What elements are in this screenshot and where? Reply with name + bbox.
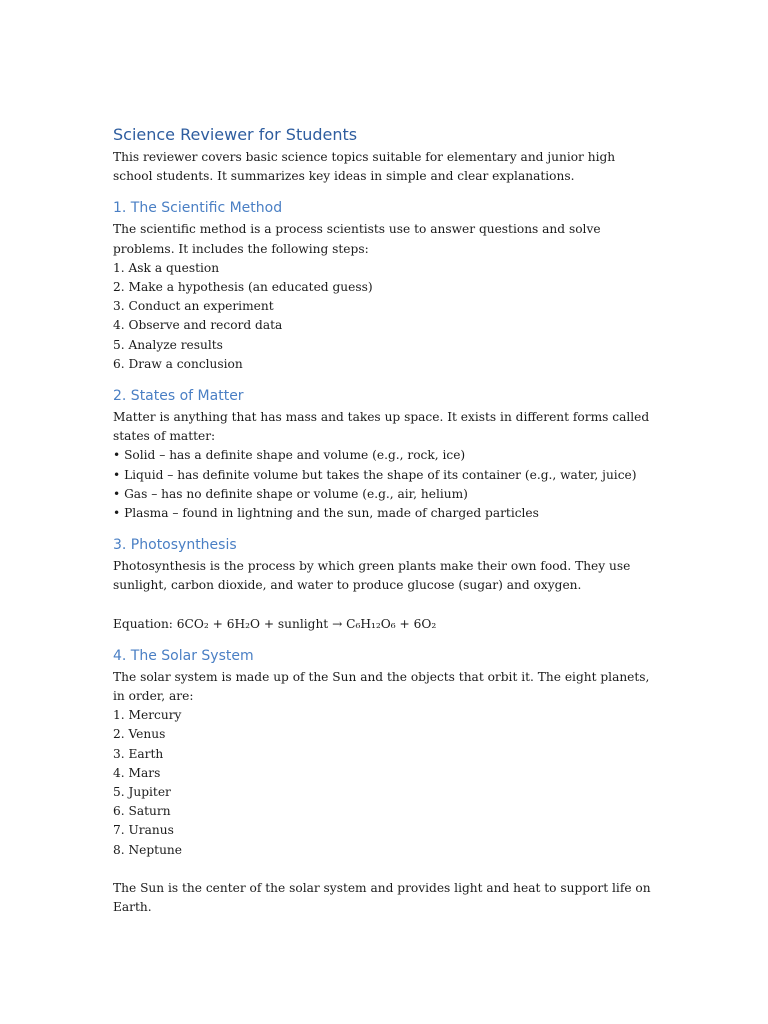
list-item: 6. Saturn xyxy=(113,804,171,819)
list-item: 7. Uranus xyxy=(113,823,174,838)
list-item: 1. Mercury xyxy=(113,708,182,723)
list-item: 3. Earth xyxy=(113,746,164,761)
section-states-of-matter xyxy=(113,386,658,523)
section-heading-solar-system: 4. The Solar System xyxy=(113,647,254,664)
list-item: • Liquid – has definite volume but takes the shape of its container (e.g., water, juice) xyxy=(113,467,637,482)
list-item: 3. Conduct an experiment xyxy=(113,299,274,314)
section-solar-system xyxy=(113,646,658,917)
section-photosynthesis xyxy=(113,535,658,634)
scientific-method-steps xyxy=(113,259,658,374)
section-heading-states-of-matter: 2. States of Matter xyxy=(113,388,244,405)
section-intro-states-of-matter: Matter is anything that has mass and takes up space. It exists in different forms called states of matter: xyxy=(113,410,650,444)
list-item: 5. Jupiter xyxy=(113,785,171,800)
planet-list xyxy=(113,706,658,860)
list-item: 8. Neptune xyxy=(113,842,182,857)
document-body xyxy=(113,124,658,929)
list-item: 6. Draw a conclusion xyxy=(113,356,243,371)
states-of-matter-list xyxy=(113,446,658,523)
list-item: • Plasma – found in lightning and the sun, made of charged particles xyxy=(113,506,539,521)
list-item: 5. Analyze results xyxy=(113,337,223,352)
list-item: • Gas – has no definite shape or volume (e.g., air, helium) xyxy=(113,486,468,501)
list-item: 4. Mars xyxy=(113,765,161,780)
section-heading-photosynthesis: 3. Photosynthesis xyxy=(113,537,237,554)
section-intro-scientific-method: The scientific method is a process scientists use to answer questions and solve problems. It includes the following steps: xyxy=(113,222,601,256)
section-intro-solar-system: The solar system is made up of the Sun and the objects that orbit it. The eight planets, in order, are: xyxy=(113,669,650,704)
document-title: Science Reviewer for Students xyxy=(113,125,358,144)
solar-system-closing: The Sun is the center of the solar system and provides light and heat to support life on Earth. xyxy=(113,880,651,915)
blank-line xyxy=(113,860,658,879)
section-intro-photosynthesis: Photosynthesis is the process by which green plants make their own food. They use sunlight, carbon dioxide, and water to produce glucose (sugar) and oxygen. xyxy=(113,559,631,593)
section-scientific-method xyxy=(113,198,658,374)
list-item: 4. Observe and record data xyxy=(113,318,283,333)
section-heading-scientific-method: 1. The Scientific Method xyxy=(113,200,283,217)
document-intro: This reviewer covers basic science topics suitable for elementary and junior high school students. It summarizes key ideas in simple and clear explanations. xyxy=(113,150,616,184)
list-item: 1. Ask a question xyxy=(113,260,220,275)
list-item: • Solid – has a definite shape and volume (e.g., rock, ice) xyxy=(113,448,466,463)
list-item: 2. Make a hypothesis (an educated guess) xyxy=(113,280,373,295)
blank-line xyxy=(113,596,658,615)
photosynthesis-equation: Equation: 6CO₂ + 6H₂O + sunlight → C₆H₁₂O₆ + 6O₂ xyxy=(113,616,437,631)
list-item: 2. Venus xyxy=(113,727,166,742)
